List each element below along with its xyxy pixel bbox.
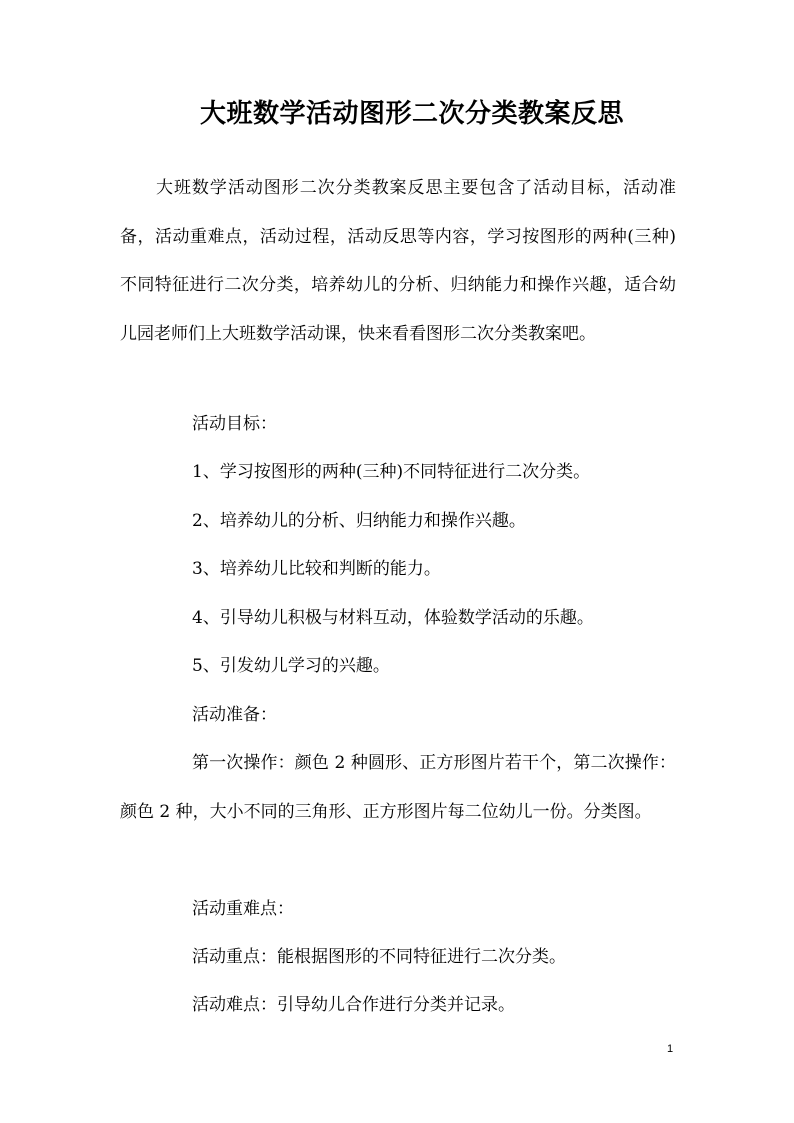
key-heading: 活动重难点：	[192, 899, 294, 919]
key-point: 活动重点：能根据图形的不同特征进行二次分类。	[192, 947, 566, 967]
intro-paragraph: 大班数学活动图形二次分类教案反思主要包含了活动目标，活动准备，活动重难点，活动过程，活动反思等内容，学习按图形的两种(三种)不同特征进行二次分类，培养幼儿的分析、归纳能力和操作兴趣，适合幼儿园老师们上大班数学活动课，快来看看图形二次分类教案吧。	[120, 178, 676, 344]
goal-item-1: 1、学习按图形的两种(三种)不同特征进行二次分类。	[192, 462, 591, 482]
document-title: 大班数学活动图形二次分类教案反思	[199, 99, 624, 129]
difficult-point: 活动难点：引导幼儿合作进行分类并记录。	[192, 995, 515, 1015]
page-number: 1	[666, 1043, 674, 1055]
prep-heading: 活动准备：	[192, 705, 277, 725]
goal-item-4: 4、引导幼儿积极与材料互动，体验数学活动的乐趣。	[192, 608, 594, 628]
goals-heading: 活动目标：	[192, 414, 277, 434]
prep-paragraph: 第一次操作：颜色 2 种圆形、正方形图片若干个，第二次操作：颜色 2 种，大小不同的三角形、正方形图片每二位幼儿一份。分类图。	[120, 753, 676, 822]
goal-item-5: 5、引发幼儿学习的兴趣。	[192, 656, 390, 676]
goal-item-3: 3、培养幼儿比较和判断的能力。	[192, 559, 441, 579]
goal-item-2: 2、培养幼儿的分析、归纳能力和操作兴趣。	[192, 511, 526, 531]
